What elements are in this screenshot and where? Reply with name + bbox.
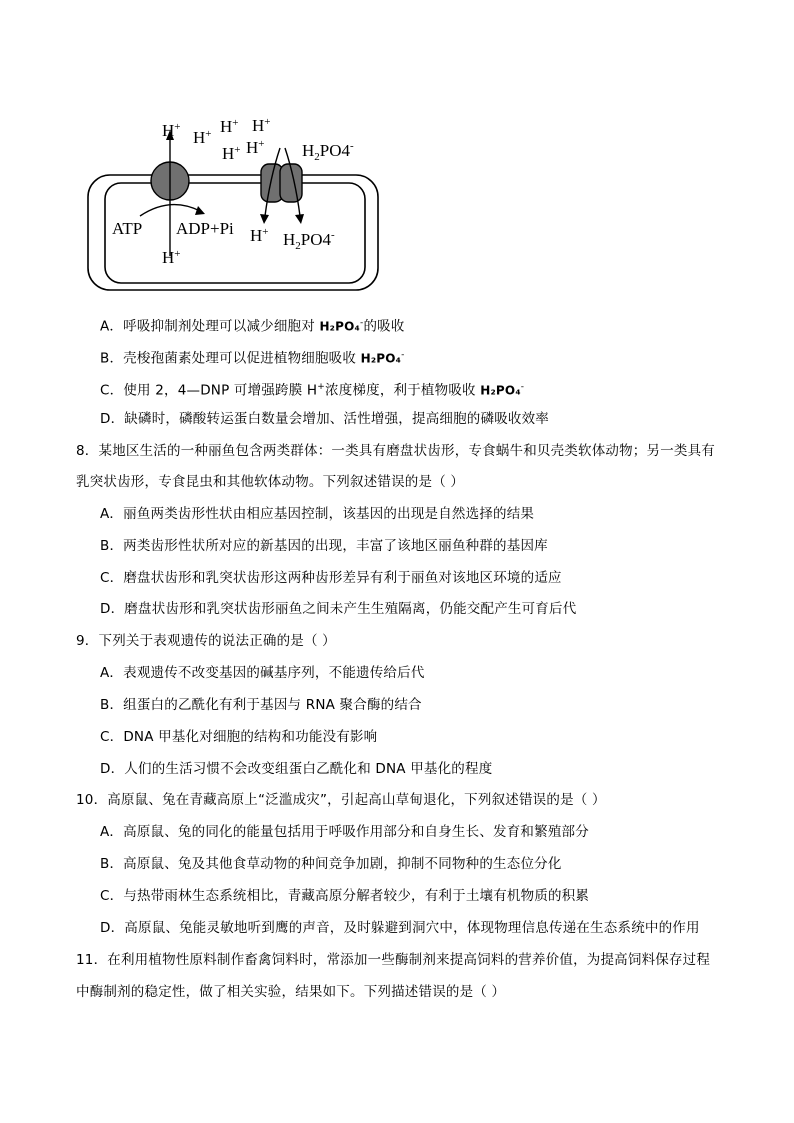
q11-stem-line2: 中酶制剂的稳定性，做了相关实验，结果如下。下列描述错误的是（ ） [76,984,506,1000]
q11-stem-line1: 11．在利用植物性原料制作畜禽饲料时，常添加一些酶制剂来提高饲料的营养价值，为提高饲料保存过程 [76,952,711,968]
q7-option-c: C．使用 2，4—DNP 可增强跨膜 H+浓度梯度，利于植物吸收 H₂PO₄- [100,382,525,399]
membrane-transport-diagram [80,108,390,293]
label-h-5: H+ [222,144,241,163]
phosphate-inflow-arrowhead [295,214,304,224]
q8-option-d: D．磨盘状齿形和乳突状齿形丽鱼之间未产生生殖隔离，仍能交配产生可育后代 [100,601,577,617]
q7-option-b: B．壳梭孢菌素处理可以促进植物细胞吸收 H₂PO₄- [100,350,405,367]
q10-option-a: A．高原鼠、兔的同化的能量包括用于呼吸作用部分和自身生长、发育和繁殖部分 [100,824,589,840]
label-h2po4-outside: $H_2PO4^-$ [302,140,354,163]
q7-option-a: A．呼吸抑制剂处理可以减少细胞对 H₂PO₄-的吸收 [100,318,405,335]
label-h2po4-inside: $H_2PO4^-$ [283,229,335,252]
q10-stem: 10．高原鼠、兔在青藏高原上“泛滥成灾”，引起高山草甸退化，下列叙述错误的是（ ） [76,792,606,808]
q9-option-b: B．组蛋白的乙酰化有利于基因与 RNA 聚合酶的结合 [100,697,422,713]
q9-option-a: A．表观遗传不改变基因的碱基序列，不能遗传给后代 [100,665,425,681]
label-h-2: H+ [193,128,212,147]
label-h-1: H+ [162,121,181,140]
q7-option-d: D．缺磷时，磷酸转运蛋白数量会增加、活性增强，提高细胞的磷吸收效率 [100,411,549,427]
q8-option-c: C．磨盘状齿形和乳突状齿形这两种齿形差异有利于丽鱼对该地区环境的适应 [100,570,562,586]
atp-hydrolysis-arrowhead [195,206,205,215]
q10-option-c: C．与热带雨林生态系统相比，青藏高原分解者较少，有利于土壤有机物质的积累 [100,888,590,904]
q8-option-a: A．丽鱼两类齿形性状由相应基因控制，该基因的出现是自然选择的结果 [100,506,535,522]
q9-option-d: D．人们的生活习惯不会改变组蛋白乙酰化和 DNA 甲基化的程度 [100,761,493,777]
q8-stem-line2: 乳突状齿形，专食昆虫和其他软体动物。下列叙述错误的是（ ） [76,474,465,490]
q8-stem-line1: 8．某地区生活的一种丽鱼包含两类群体：一类具有磨盘状齿形，专食蜗牛和贝壳类软体动物；另一类具有 [76,443,715,459]
label-atp: ATP [112,219,143,238]
label-h-inside-pump: H+ [162,248,181,267]
label-h-inside-transporter: H+ [250,226,269,245]
proton-inflow-arrowhead [260,214,269,224]
q8-option-b: B．两类齿形性状所对应的新基因的出现，丰富了该地区丽鱼种群的基因库 [100,538,548,554]
q10-option-b: B．高原鼠、兔及其他食草动物的种间竞争加剧，抑制不同物种的生态位分化 [100,856,562,872]
q10-option-d: D．高原鼠、兔能灵敏地听到鹰的声音，及时躲避到洞穴中，体现物理信息传递在生态系统中的作用 [100,920,700,936]
label-h-4: H+ [252,116,271,135]
q9-option-c: C．DNA 甲基化对细胞的结构和功能没有影响 [100,729,378,745]
label-h-6: H+ [246,138,265,157]
label-adp-pi: ADP+Pi [176,219,234,238]
q9-stem: 9．下列关于表观遗传的说法正确的是（ ） [76,633,336,649]
label-h-3: H+ [220,117,239,136]
